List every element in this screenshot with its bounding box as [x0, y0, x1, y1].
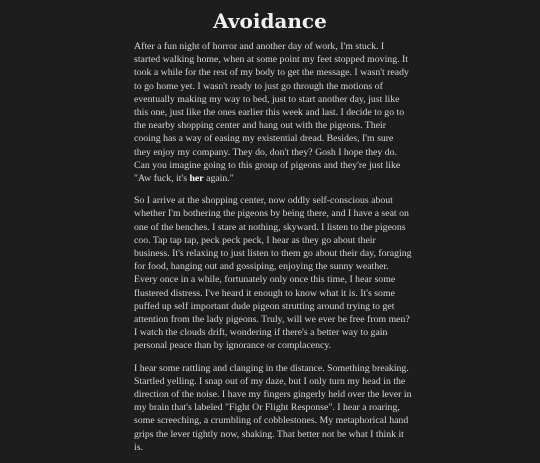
article-body [134, 40, 412, 463]
paragraph-1-emphasis: her [189, 173, 204, 185]
paragraph-1 [134, 40, 412, 185]
paragraph-1-text: After a fun night of horror and another day of work, I'm stuck. I started walking home, when at some point my feet stopped moving. It took a while for the rest of my body to get the message. I wasn't ready to go home yet. I wasn't ready to just go through the motions of eventually making my way to bed, just to start another day, just like this one, just like the ones earlier this week and last. I decide to go to the nearby shopping center and hang out with the pigeons. Their cooing has a way of easing my existential dread. Besides, I'm sure they enjoy my company. They do, don't they? Gosh I hope they do. Can you imagine going to this group of pigeons and they're just like "Aw fuck, it's [134, 41, 409, 185]
paragraph-3-text: I hear some rattling and clanging in the distance. Something breaking. Startled yelling. I snap out of my daze, but I only turn my head in the direction of the noise. I have my fingers gingerly held over the lever in my brain that's labeled "Fight Or Flight Response". I hear a roaring, some screeching, a crumbling of cobblestones. My metaphorical hand grips the lever tightly now, shaking. That better not be what I think it is. [134, 362, 412, 453]
paragraph-2 [134, 194, 412, 352]
paragraph-1-text-end: again." [203, 173, 234, 185]
paragraph-3 [134, 362, 412, 454]
paragraph-2-text: So I arrive at the shopping center, now oddly self-conscious about whether I'm bothering the pigeons by being there, and I have a seat on one of the benches. I stare at nothing, skyward. I listen to the pigeons coo. Tap tap tap, peck peck peck, I hear as they go about their business. It's relaxing to just listen to them go about their day, foraging for food, hanging out and gossiping, enjoying the sunny weather. Every once in a while, fortunately only once this time, I hear some flustered distress. I've heard it enough to know what it is. It's some puffed up self important dude pigeon strutting around trying to get attention from the lady pigeons. Truly, will we ever be free from men? I watch the clouds drift, wondering if there's a better way to gain personal peace than by ignorance or complacency. [134, 195, 412, 352]
page-title: Avoidance [213, 9, 327, 33]
